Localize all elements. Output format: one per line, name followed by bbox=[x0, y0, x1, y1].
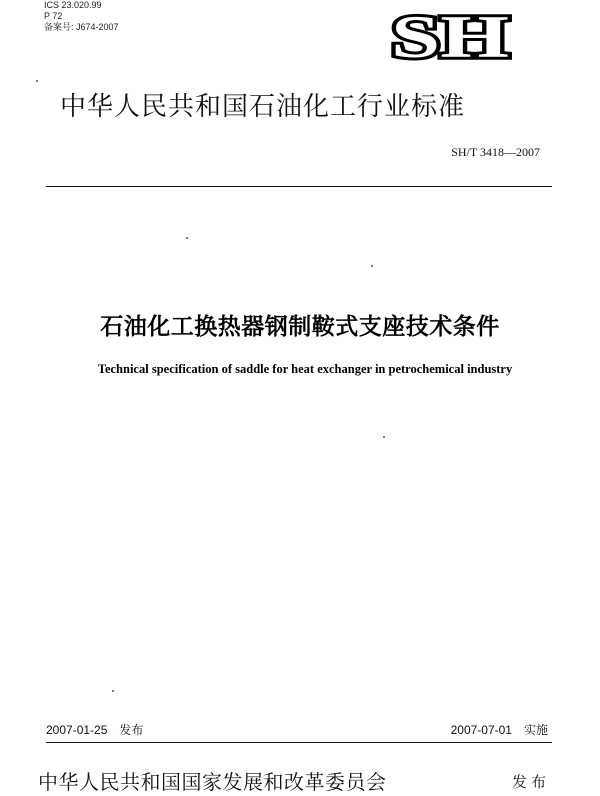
issuing-authority: 中华人民共和国国家发展和改革委员会 bbox=[38, 770, 387, 794]
record-number: 备案号: J674-2007 bbox=[44, 22, 119, 32]
scan-speck bbox=[371, 265, 373, 267]
top-divider bbox=[46, 186, 552, 187]
issue-label: 发布 bbox=[119, 723, 144, 737]
scan-speck bbox=[186, 237, 188, 239]
implementation-date: 2007-07-01 bbox=[450, 723, 512, 737]
scan-speck bbox=[112, 690, 114, 692]
standard-series-title: 中华人民共和国石油化工行业标准 bbox=[60, 92, 466, 122]
classification-block bbox=[44, 0, 119, 33]
implementation-date-line bbox=[451, 721, 548, 738]
ics-code: ICS 23.020.99 bbox=[44, 0, 102, 10]
bottom-divider bbox=[46, 742, 552, 743]
standard-number: SH/T 3418—2007 bbox=[451, 145, 540, 159]
document-title-en: Technical specification of saddle for heat exchanger in petrochemical industry bbox=[97, 362, 513, 376]
scan-speck bbox=[383, 436, 385, 438]
category-code: P 72 bbox=[44, 11, 63, 21]
scan-speck bbox=[36, 80, 38, 82]
implementation-label: 实施 bbox=[523, 723, 548, 737]
sh-logo-text: SH bbox=[391, 10, 509, 62]
sh-logo bbox=[388, 10, 512, 62]
issue-date-line bbox=[46, 721, 143, 738]
document-title-cn: 石油化工换热器钢制鞍式支座技术条件 bbox=[100, 314, 500, 340]
issue-date: 2007-01-25 bbox=[46, 723, 108, 737]
issuer-action-label: 发布 bbox=[511, 773, 550, 791]
